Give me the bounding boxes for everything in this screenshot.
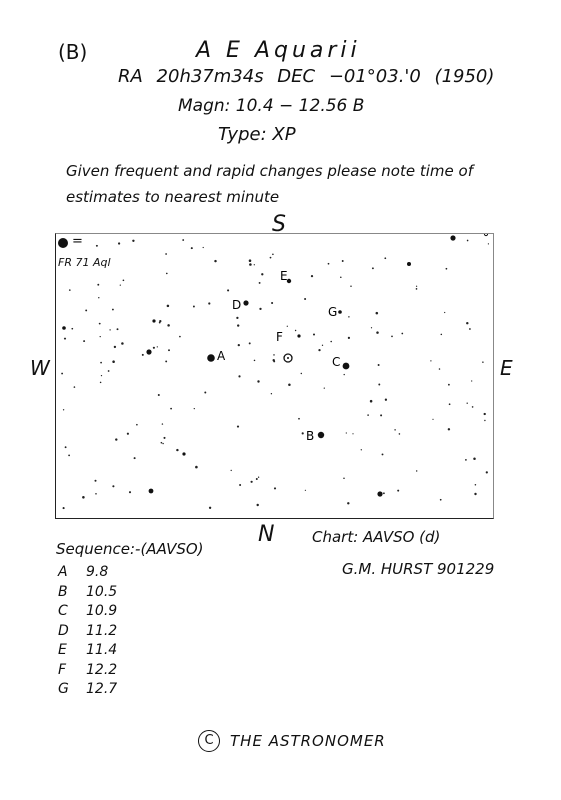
direction-north: N [258, 522, 275, 547]
field-star [149, 489, 154, 494]
sequence-item [58, 662, 117, 682]
comparison-star-g [338, 310, 342, 314]
faint-star [191, 247, 193, 249]
sequence-value: 10.9 [86, 603, 118, 619]
faint-star [167, 305, 170, 308]
faint-star [249, 263, 252, 266]
faint-star [249, 342, 251, 344]
faint-star [475, 484, 477, 486]
faint-star [127, 433, 129, 435]
faint-star [440, 499, 442, 501]
faint-star [472, 406, 474, 408]
faint-star [74, 386, 76, 388]
faint-star [348, 337, 350, 339]
faint-star [444, 312, 445, 313]
faint-star [249, 259, 252, 262]
faint-star [273, 360, 275, 362]
faint-star [295, 330, 296, 331]
faint-star [471, 380, 472, 381]
faint-star [288, 383, 291, 386]
faint-star [382, 453, 384, 455]
faint-star [270, 257, 272, 259]
faint-star [441, 334, 443, 336]
sequence-key: E [58, 642, 67, 658]
star-field [56, 234, 495, 520]
faint-star [469, 328, 471, 330]
sequence-item [58, 681, 117, 701]
faint-star [109, 329, 110, 330]
sequence-item [58, 564, 117, 584]
faint-star [416, 470, 417, 471]
faint-star [65, 446, 67, 448]
faint-star [311, 275, 313, 277]
faint-star [298, 418, 300, 420]
faint-star [120, 285, 121, 286]
faint-star [61, 373, 63, 375]
direction-east: E [500, 356, 513, 380]
star-chart [55, 233, 494, 519]
faint-star [272, 254, 274, 256]
field-star [484, 234, 487, 236]
field-star [450, 235, 455, 240]
faint-star [380, 414, 382, 416]
faint-star [384, 257, 386, 259]
faint-star [344, 374, 345, 375]
faint-star [324, 387, 325, 388]
faint-star [287, 326, 288, 327]
faint-star [322, 345, 323, 346]
faint-star [100, 336, 101, 337]
faint-star [484, 420, 485, 421]
faint-star [473, 458, 476, 461]
faint-star [466, 322, 468, 324]
faint-star [474, 493, 476, 495]
sequence-item [58, 623, 117, 643]
faint-star [159, 322, 161, 324]
faint-star [385, 399, 387, 401]
faint-star [352, 433, 353, 434]
faint-star [318, 349, 320, 351]
faint-star [439, 368, 441, 370]
faint-star [446, 268, 448, 270]
label-b: B [306, 429, 315, 443]
faint-star [486, 471, 488, 473]
variable-star-dot [287, 357, 289, 359]
faint-star [134, 457, 136, 459]
faint-star [330, 341, 332, 343]
sequence-item [58, 584, 117, 604]
label-f: F [276, 330, 283, 344]
faint-star [482, 361, 484, 363]
faint-star [347, 502, 349, 504]
comparison-star-c [343, 363, 350, 370]
faint-star [101, 375, 102, 376]
faint-star [132, 240, 134, 242]
faint-star [448, 428, 450, 430]
sequence-value: 9.8 [86, 564, 109, 580]
faint-star [95, 493, 97, 495]
faint-star [372, 267, 374, 269]
faint-star [166, 273, 168, 275]
faint-stars [61, 239, 489, 509]
label-e: E [280, 269, 288, 283]
sequence-value: 10.5 [86, 583, 118, 600]
faint-star [383, 492, 385, 494]
faint-star [153, 347, 155, 349]
faint-star [238, 375, 240, 377]
coordinates: RA 20h37m34s DEC −01°03.'0 (1950) [118, 66, 495, 87]
faint-star [371, 327, 372, 328]
faint-star [182, 239, 184, 241]
faint-star [348, 316, 349, 317]
label-d: D [232, 298, 242, 312]
field-star [146, 349, 151, 354]
faint-star [121, 342, 124, 345]
chart-label: (B) [58, 40, 88, 64]
faint-star [204, 392, 206, 394]
faint-star [227, 289, 229, 291]
faint-star [114, 346, 116, 348]
faint-star [449, 403, 451, 405]
faint-star [209, 507, 211, 509]
faint-star [68, 455, 70, 457]
legend-star-name: FR 71 Aql [58, 256, 111, 269]
faint-star [397, 490, 399, 492]
faint-star [271, 302, 273, 304]
faint-star [112, 309, 114, 311]
faint-star [203, 247, 204, 248]
sequence-key: F [58, 661, 67, 678]
faint-star [108, 370, 110, 372]
comparison-star-d [243, 300, 248, 305]
faint-star [170, 408, 172, 410]
faint-star [256, 504, 258, 506]
faint-star [179, 336, 181, 338]
faint-star [361, 449, 362, 450]
comparison-star-b [318, 432, 324, 438]
faint-star [237, 426, 239, 428]
sequence-key: B [58, 583, 68, 600]
faint-star [257, 380, 259, 382]
observing-note-line-1: Given frequent and rapid changes please note time of [66, 162, 473, 180]
faint-star [448, 384, 450, 386]
faint-star [238, 344, 240, 346]
faint-star [488, 243, 489, 244]
star-name: A E Aquarii [196, 38, 361, 63]
faint-star [273, 354, 275, 356]
faint-star [328, 263, 330, 265]
observing-note-line-2: estimates to nearest minute [66, 188, 280, 206]
label-c: C [332, 355, 341, 369]
faint-star [96, 245, 98, 247]
sequence-item [58, 642, 117, 662]
faint-star [378, 364, 380, 366]
faint-star [401, 333, 403, 335]
sequence-key: G [58, 681, 69, 697]
sequence-key: C [58, 603, 68, 619]
faint-star [343, 478, 345, 480]
faint-star [157, 346, 158, 347]
field-star [62, 326, 66, 330]
faint-star [258, 477, 259, 478]
faint-star [432, 419, 433, 420]
faint-star [162, 443, 163, 444]
faint-star [64, 338, 66, 340]
field-star [182, 452, 185, 455]
sequence-value: 11.2 [86, 622, 118, 639]
legend-symbol [58, 238, 68, 248]
faint-star [237, 324, 239, 326]
faint-star [100, 362, 102, 364]
faint-star [394, 429, 395, 430]
faint-star [214, 260, 216, 262]
faint-star [304, 298, 306, 300]
faint-star [118, 242, 120, 244]
sequence-list [58, 564, 117, 701]
label-g: G [328, 305, 338, 319]
faint-star [63, 409, 64, 410]
direction-west: W [30, 356, 50, 380]
comparison-star-f [297, 334, 300, 337]
faint-star [83, 340, 85, 342]
faint-star [194, 408, 195, 409]
field-star [152, 319, 155, 322]
faint-star [71, 328, 73, 330]
comparison-star-a [207, 354, 215, 362]
faint-star [254, 264, 255, 265]
faint-star [63, 507, 65, 509]
faint-star [167, 324, 170, 327]
faint-star [467, 403, 468, 404]
faint-star [256, 478, 258, 480]
faint-star [97, 284, 99, 286]
faint-star [100, 382, 102, 384]
faint-star [250, 481, 252, 483]
faint-star [376, 312, 379, 315]
faint-star [484, 413, 486, 415]
faint-star [465, 459, 467, 461]
faint-star [259, 308, 261, 310]
faint-star [158, 394, 160, 396]
sequence-item [58, 603, 117, 623]
faint-star [367, 414, 369, 416]
sequence-value: 12.2 [86, 661, 118, 678]
faint-star [239, 484, 241, 486]
faint-star [254, 360, 256, 362]
label-a: A [217, 349, 226, 363]
faint-star [85, 309, 87, 311]
faint-star [99, 323, 101, 325]
faint-star [112, 485, 114, 487]
sequence-value: 12.7 [86, 681, 118, 697]
sequence-key: A [58, 564, 68, 580]
copyright-symbol: C [198, 730, 220, 752]
chart-credit: Chart: AAVSO (d) [312, 528, 441, 546]
faint-star [129, 491, 131, 493]
faint-star [378, 384, 380, 386]
field-star [407, 262, 411, 266]
faint-star [117, 328, 119, 330]
faint-star [302, 432, 304, 434]
faint-star [391, 336, 393, 338]
sequence-key: D [58, 622, 69, 639]
sequence-value: 11.4 [86, 642, 118, 658]
faint-star [123, 279, 125, 281]
faint-star [136, 424, 138, 426]
faint-star [193, 306, 195, 308]
direction-south: S [272, 212, 286, 237]
faint-star [176, 449, 178, 451]
faint-star [271, 393, 272, 394]
faint-star [430, 360, 431, 361]
faint-star [346, 432, 347, 433]
faint-star [305, 490, 306, 491]
faint-star [376, 331, 379, 334]
faint-star [165, 253, 167, 255]
faint-star [115, 438, 117, 440]
faint-star [161, 442, 163, 444]
faint-star [82, 496, 85, 499]
faint-star [208, 302, 210, 304]
faint-star [350, 285, 351, 286]
faint-star [163, 437, 165, 439]
faint-star [94, 480, 96, 482]
faint-star [416, 288, 418, 290]
observer-signature: G.M. HURST 901229 [342, 560, 495, 578]
field-star [377, 491, 382, 496]
faint-star [416, 286, 417, 287]
variable-type: Type: XP [218, 124, 296, 145]
faint-star [399, 433, 401, 435]
faint-star [370, 400, 373, 403]
faint-star [274, 487, 276, 489]
faint-star [313, 333, 315, 335]
faint-star [236, 317, 238, 319]
faint-star [142, 354, 144, 356]
faint-star [259, 282, 261, 284]
sequence-title: Sequence:-(AAVSO) [56, 540, 204, 558]
faint-star [301, 373, 302, 374]
faint-star [112, 360, 115, 363]
faint-star [342, 260, 344, 262]
faint-star [195, 466, 198, 469]
legend-equals: = [72, 234, 83, 249]
faint-star [162, 423, 163, 424]
faint-star [168, 349, 170, 351]
faint-star [231, 470, 232, 471]
magnitude-range: Magn: 10.4 − 12.56 B [178, 96, 365, 116]
faint-star [98, 297, 99, 298]
faint-star [261, 273, 263, 275]
faint-star [165, 360, 167, 362]
faint-star [340, 277, 342, 279]
faint-star [467, 240, 469, 242]
faint-star [69, 289, 71, 291]
copyright-text: THE ASTRONOMER [230, 732, 386, 750]
